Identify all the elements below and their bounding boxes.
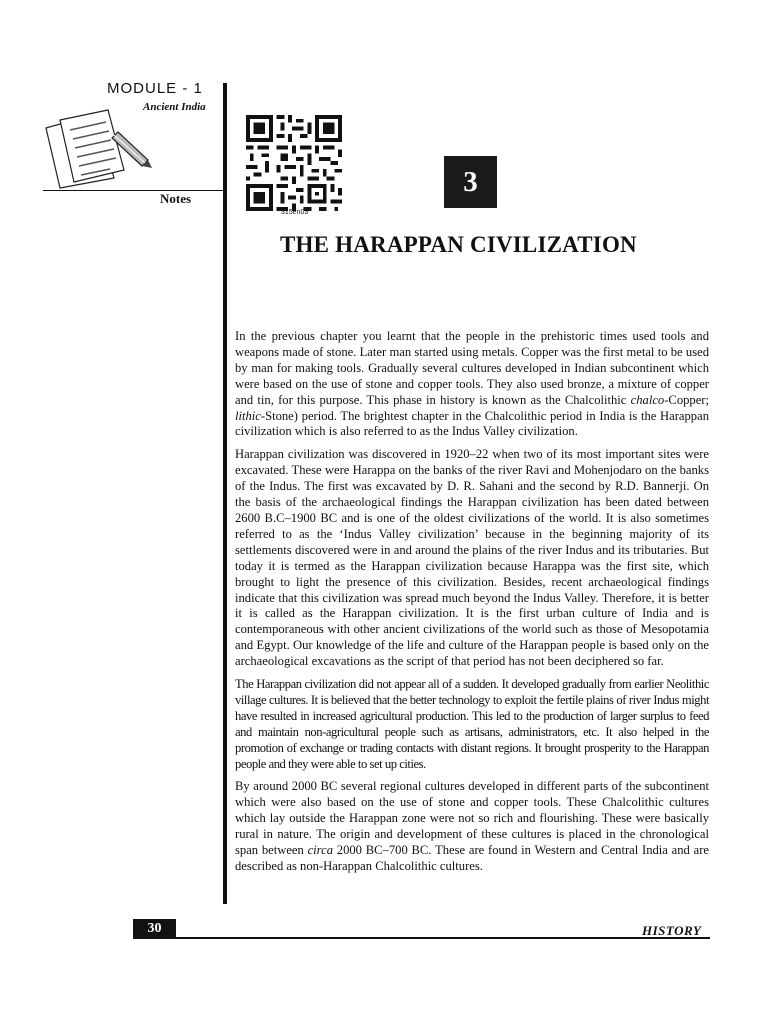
paragraph-2: Harappan civilization was discovered in 1920–22 when two of its most important sites were excavated. These were Harappa on the banks of the river Ravi and Mohenjodaro on the banks of the Indus. The first was excavated by D. R. Sahani and the second by R.D. Bannerji. On the basis of the archaeological findings the Harappan civilization has been dated between 2600 B.C–1900 BC and is one of the oldest civilizations of the world. It is also sometimes referred to as the ‘Indus Valley civilization’ because in the beginning majority of its settlements discovered were in and around the plains of the river Indus and its tributaries. But today it is termed as the Harappan civilization because Harappa was the first site, which brought to light the presence of this civilization. Besides, recent archaeological findings indicate that this civilization was spread much beyond the Indus Valley. Therefore, it is better it is called as the Harappan civilization. It is the first urban culture of India and is contemporaneous with other ancient civilizations of the world such as those of Mesopotamia and Egypt. Our knowledge of the life and culture of the Harappan people is based only on the archaeological excavations as the script of that period has not been deciphered so far. bbox=[235, 447, 709, 669]
body-text bbox=[235, 329, 709, 882]
module-subtitle: Ancient India bbox=[143, 101, 206, 113]
qr-caption: 315en03 bbox=[281, 209, 309, 216]
notes-pencil-icon bbox=[38, 108, 156, 190]
notes-label: Notes bbox=[160, 191, 192, 206]
margin-rule bbox=[223, 83, 227, 904]
paragraph-1: In the previous chapter you learnt that the people in the prehistoric times used tools and weapons made of stone. Later man started using metals. Copper was the first metal to be used by man for making tools. Gradually several cultures developed in Indian subcontinent which were based on the use of stone and copper tools. They also used bronze, a mixture of copper and tin, for this purpose. This phase in history is known as the Chalcolithic chalco-Copper; lithic-Stone) period. The brightest chapter in the Chalcolithic period in India is the Harappan civilization which is also referred to as the Indus Valley civilization. bbox=[235, 329, 709, 439]
paragraph-3: The Harappan civilization did not appear all of a sudden. It developed gradually from earlier Neolithic village cultures. It is believed that the better technology to exploit the fertile plains of river Indus might have resulted in increased agricultural production. This led to the production of larger surplus to feed and maintain non-agricultural people such as artisans, administrators, etc. It also helped in the promotion of exchange or trading contacts with distant regions. It brought prosperity to the Harappan people and they were able to set up cities. bbox=[235, 677, 709, 771]
chapter-number: 3 bbox=[444, 156, 497, 208]
chapter-title: THE HARAPPAN CIVILIZATION bbox=[280, 232, 637, 257]
module-label: MODULE - 1 bbox=[107, 80, 203, 97]
page-number: 30 bbox=[133, 919, 176, 939]
footer-rule bbox=[133, 937, 710, 939]
paragraph-4: By around 2000 BC several regional cultures developed in different parts of the subcontinent which were also based on the use of stone and copper tools. These Chalcolithic cultures which lay outside the Harappan zone were not so rich and flourishing. These were basically rural in nature. The origin and development of these cultures is placed in the chronological span between circa 2000 BC–700 BC. These are found in Western and Central India and are described as non-Harappan Chalcolithic cultures. bbox=[235, 779, 709, 873]
notes-divider bbox=[43, 190, 223, 191]
qr-code-icon[interactable] bbox=[246, 115, 342, 211]
book-title: HISTORY bbox=[642, 923, 702, 938]
